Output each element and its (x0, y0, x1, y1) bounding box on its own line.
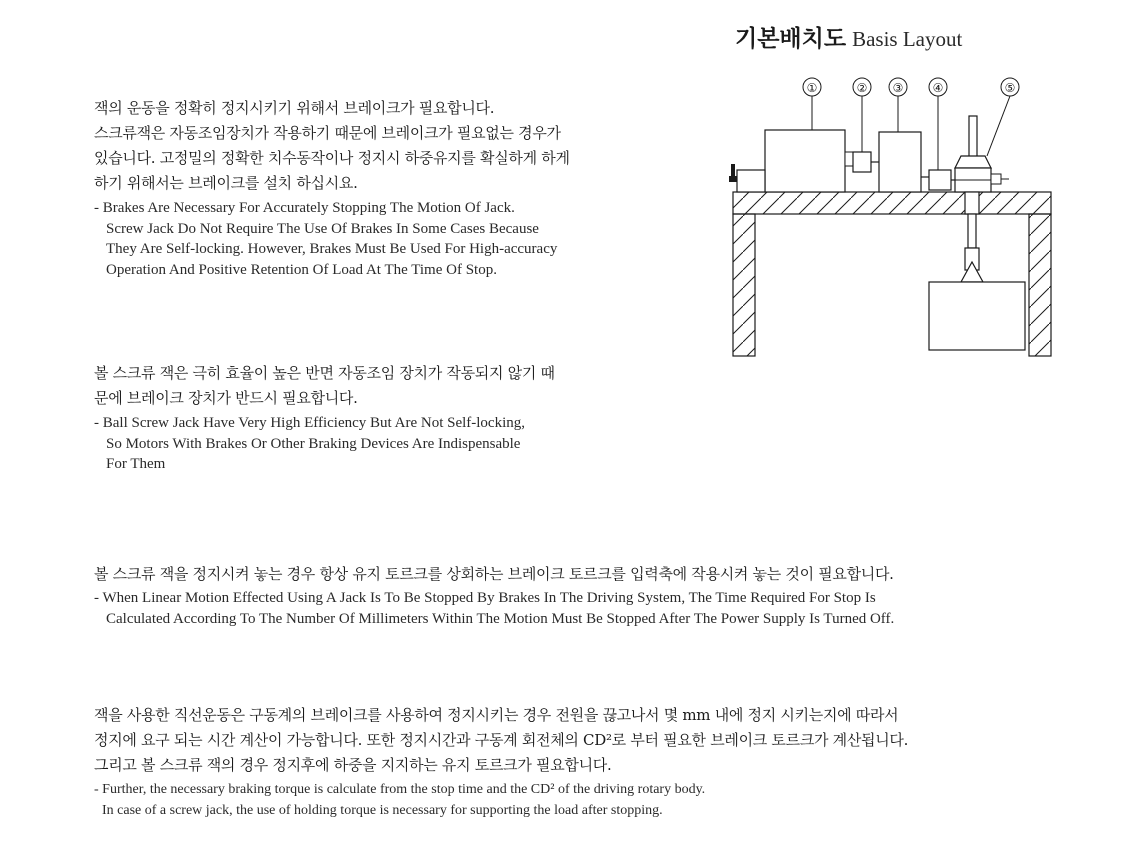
en-line: They Are Self-locking. However, Brakes Must Be Used For High-accuracy (106, 241, 558, 257)
en-line: For Them (106, 456, 166, 472)
svg-text:④: ④ (932, 81, 944, 95)
section-brake-necessity (94, 96, 570, 280)
callout-3 (889, 78, 907, 96)
en-line: So Motors With Brakes Or Other Braking Devices Are Indispensable (106, 435, 521, 452)
callout-4 (929, 78, 947, 96)
en-line: - Ball Screw Jack Have Very High Efficiency But Are Not Self-locking, (94, 413, 555, 434)
section-ball-screw (94, 361, 555, 475)
english-paragraph (94, 588, 894, 629)
motor (729, 130, 853, 192)
en-line: In case of a screw jack, the use of holding torque is necessary for supporting the load after stopping. (102, 802, 663, 818)
en-line: - When Linear Motion Effected Using A Jack Is To Be Stopped By Brakes In The Driving System, The Time Required For Stop Is (94, 588, 894, 609)
basis-layout-diagram (725, 72, 1055, 362)
en-line: - Brakes Are Necessary For Accurately Stopping The Motion Of Jack. (94, 198, 570, 219)
ko-line: 잭의 운동을 정확히 정지시키기 위해서 브레이크가 필요합니다. (94, 99, 495, 117)
section-stop-time (94, 703, 908, 821)
callout-1 (803, 78, 821, 96)
svg-text:⑤: ⑤ (1004, 81, 1016, 95)
title-korean: 기본배치도 (735, 26, 847, 52)
english-paragraph (94, 198, 570, 280)
english-paragraph (94, 413, 555, 475)
callout-5 (1001, 78, 1019, 96)
svg-text:③: ③ (892, 81, 904, 95)
ko-line: 정지에 요구 되는 시간 계산이 가능합니다. 또한 정지시간과 구동계 회전체의 CD²로 부터 필요한 브레이크 토르크가 계산됩니다. (94, 731, 909, 749)
svg-text:①: ① (806, 81, 818, 95)
callout-2 (853, 78, 871, 96)
en-line: Screw Jack Do Not Require The Use Of Brakes In Some Cases Because (106, 220, 539, 237)
ko-line: 문에 브레이크 장치가 반드시 필요합니다. (94, 389, 358, 407)
english-paragraph (94, 780, 908, 821)
reducer (879, 132, 921, 192)
ko-line: 스크류잭은 자동조임장치가 작용하기 때문에 브레이크가 필요없는 경우가 (94, 124, 561, 142)
title-english: Basis Layout (852, 27, 963, 51)
ko-line: 하기 위해서는 브레이크를 설치 하십시요. (94, 174, 358, 192)
ko-line: 잭을 사용한 직선운동은 구동계의 브레이크를 사용하여 정지시키는 경우 전원을 끊고나서 몇 mm 내에 정지 시키는지에 따라서 (94, 706, 899, 724)
page-title (735, 20, 962, 53)
en-line: - Further, the necessary braking torque is calculate from the stop time and the CD² of the driving rotary body. (94, 780, 908, 801)
svg-text:②: ② (856, 81, 868, 95)
en-line: Calculated According To The Number Of Millimeters Within The Motion Must Be Stopped After The Power Supply Is Turned Off. (106, 610, 895, 627)
ko-line: 있습니다. 고정밀의 정확한 치수동작이나 정지시 하중유지를 확실하게 하게 (94, 149, 570, 167)
ko-line: 볼 스크류 잭은 극히 효율이 높은 반면 자동조임 장치가 작동되지 않기 때 (94, 364, 555, 382)
ko-line: 볼 스크류 잭을 정지시켜 놓는 경우 항상 유지 토르크를 상회하는 브레이크 토르크를 입력축에 작용시켜 놓는 것이 필요합니다. (94, 565, 894, 583)
load-block (929, 282, 1025, 350)
section-holding-torque (94, 562, 894, 629)
en-line: Operation And Positive Retention Of Load At The Time Of Stop. (106, 261, 497, 278)
coupling-2 (929, 170, 951, 190)
ko-line: 그리고 볼 스크류 잭의 경우 정지후에 하중을 지지하는 유지 토르크가 필요합니다. (94, 756, 612, 774)
coupling (853, 152, 871, 172)
